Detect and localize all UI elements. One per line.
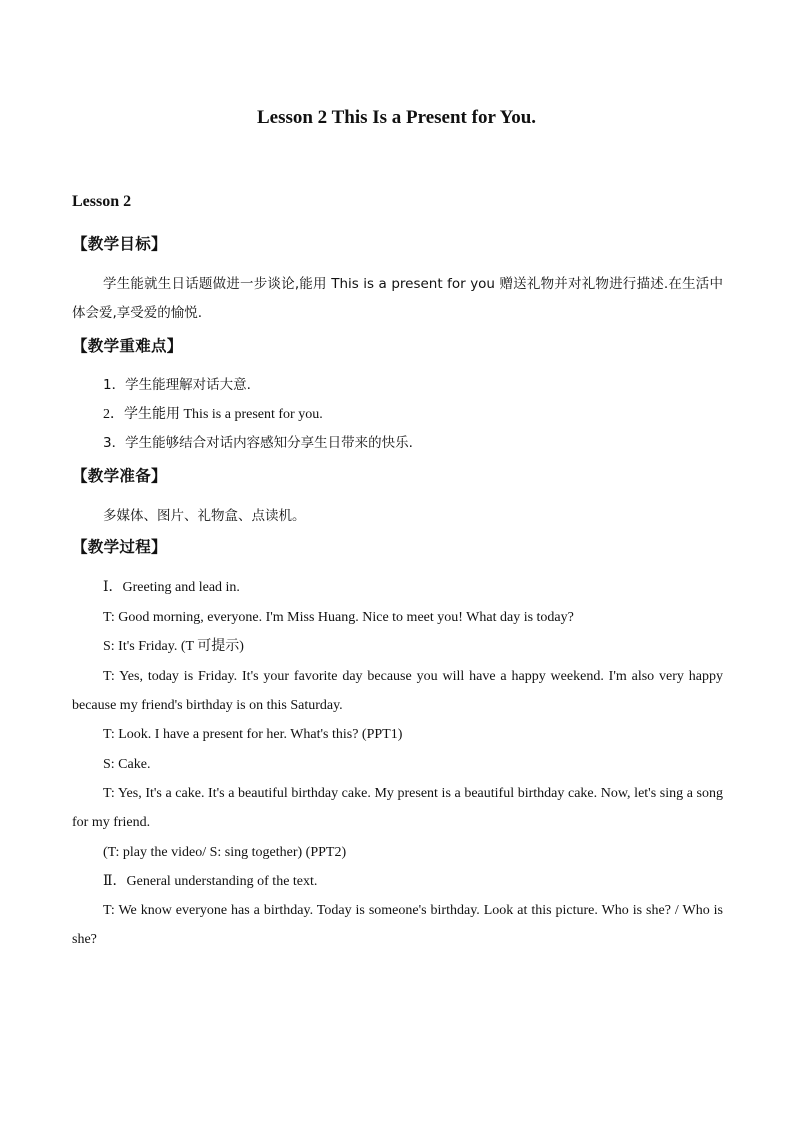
document-title: Lesson 2 This Is a Present for You. — [256, 107, 537, 128]
goals-paragraph: 学生能就生日话题做进一步谈论,能用 This is a present for you 赠送礼物并对礼物进行描述.在生活中体会爱,享受爱的愉悦. — [72, 276, 723, 321]
process-line: T: We know everyone has a birthday. Today is someone's birthday. Look at this picture. Who is she? / Who is she? — [72, 903, 723, 947]
process-line: S: It's Friday. (T 可提示) — [103, 639, 244, 654]
process-step-heading-1: Ⅰ．Greeting and lead in. — [103, 580, 240, 595]
prep-text: 多媒体、图片、礼物盒、点读机。 — [103, 508, 306, 524]
key-point-item-1: 1．学生能理解对话大意. — [103, 377, 251, 393]
key-point-item-3: 3．学生能够结合对话内容感知分享生日带来的快乐. — [103, 435, 413, 451]
section-heading-goals: 【教学目标】 — [72, 235, 167, 253]
process-step-heading-2: Ⅱ．General understanding of the text. — [103, 874, 318, 889]
process-line: T: Look. I have a present for her. What's this? (PPT1) — [103, 727, 403, 742]
process-line: T: Yes, It's a cake. It's a beautiful birthday cake. My present is a beautiful birthday cake. Now, let's sing a song for my friend. — [72, 786, 723, 830]
section-heading-process: 【教学过程】 — [72, 538, 167, 556]
process-line: (T: play the video/ S: sing together) (PPT2) — [103, 845, 347, 860]
process-line: T: Good morning, everyone. I'm Miss Huang. Nice to meet you! What day is today? — [103, 610, 574, 625]
lesson-subtitle: Lesson 2 — [72, 193, 132, 210]
key-point-item-2: 2．学生能用 This is a present for you. — [103, 407, 323, 422]
process-line: S: Cake. — [103, 757, 151, 772]
section-heading-prep: 【教学准备】 — [72, 467, 167, 485]
process-line: T: Yes, today is Friday. It's your favorite day because you will have a happy weekend. I'm also very happy because my friend's birthday is on this Saturday. — [72, 669, 723, 713]
section-heading-key-points: 【教学重难点】 — [72, 337, 183, 355]
